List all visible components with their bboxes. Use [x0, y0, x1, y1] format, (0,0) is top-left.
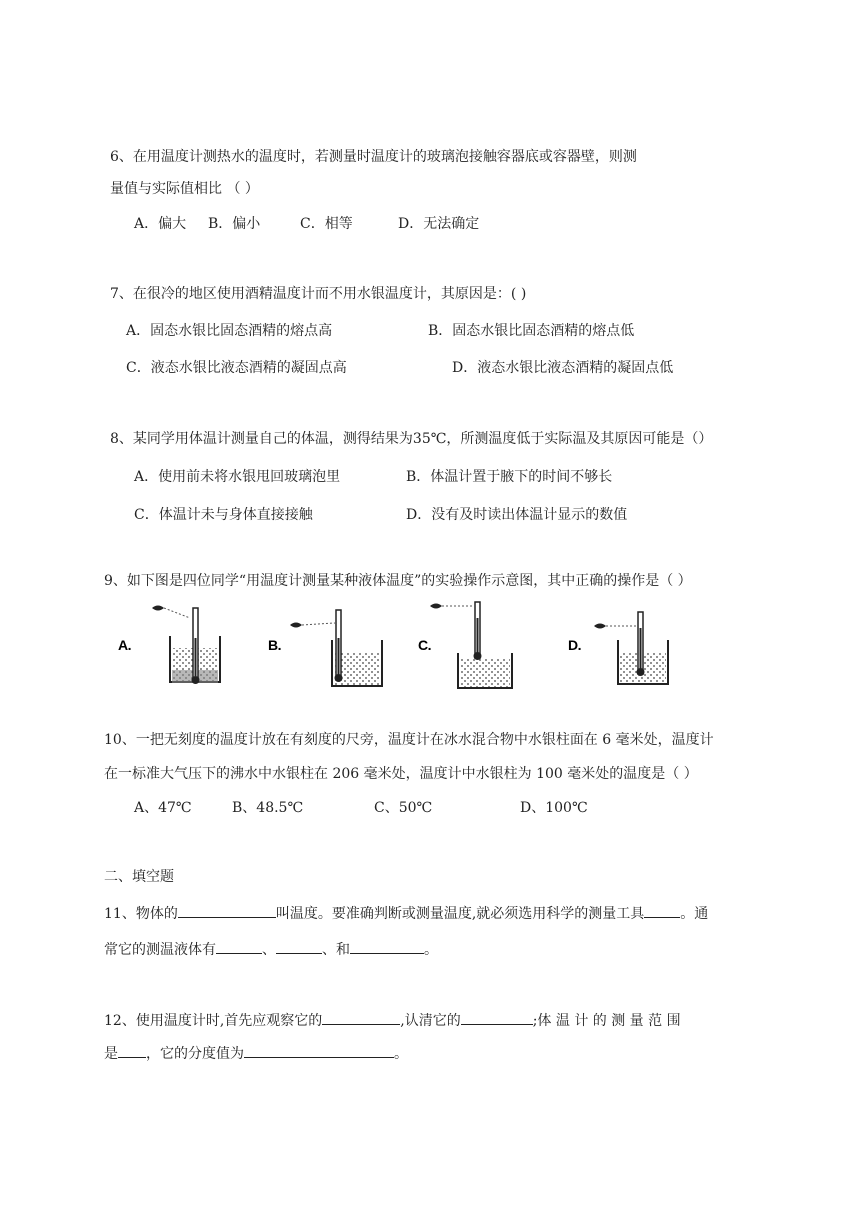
- q8-option-b: B．体温计置于腋下的时间不够长: [406, 469, 613, 485]
- q6-stem-line2: 量值与实际值相比 （ ）: [110, 181, 259, 197]
- figure-a-label: A.: [118, 637, 131, 653]
- figure-a: [118, 606, 220, 685]
- blank-field[interactable]: [350, 940, 424, 954]
- q11-text-2: 叫温度。要准确判断或测量温度,就必须选用科学的测量工具: [275, 906, 645, 922]
- eye-icon: [430, 604, 442, 609]
- q7-option-a: A．固态水银比固态酒精的熔点高: [126, 323, 333, 339]
- figure-c: [418, 602, 512, 688]
- eye-icon: [290, 623, 302, 628]
- q12-text-2: ,认清它的: [400, 1013, 461, 1029]
- q8-option-c: C．体温计未与身体直接接触: [134, 507, 313, 523]
- blank-field[interactable]: [322, 1011, 400, 1025]
- q6-option-c: C．相等: [300, 216, 353, 232]
- q11-line2: [104, 940, 438, 957]
- q8-stem: 8、某同学用体温计测量自己的体温，测得结果为35℃，所测温度低于实际温及其原因可能是（）: [110, 431, 713, 447]
- q7-option-b: B．固态水银比固态酒精的熔点低: [428, 323, 635, 339]
- section-heading: 二、填空题: [104, 869, 174, 885]
- q6-option-b: B．偏小: [208, 216, 261, 232]
- q10-option-d: D、100℃: [520, 800, 588, 816]
- blank-field[interactable]: [118, 1044, 146, 1058]
- figure-c-label: C.: [418, 637, 431, 653]
- q8-option-d: D．没有及时读出体温计显示的数值: [406, 507, 628, 523]
- figure-d-label: D.: [568, 637, 581, 653]
- q11-line1: [104, 904, 708, 921]
- q9-figure: [100, 598, 720, 693]
- q11-text-3: 。通: [680, 906, 709, 922]
- blank-field[interactable]: [276, 940, 322, 954]
- q12-line2: [104, 1044, 408, 1061]
- q10-option-a: A、47℃: [134, 800, 192, 816]
- figure-b-label: B.: [268, 637, 281, 653]
- blank-field[interactable]: [244, 1044, 394, 1058]
- blank-field[interactable]: [178, 904, 276, 918]
- q11-text-4: 常它的测温液体有: [104, 942, 216, 958]
- q7-option-d: D．液态水银比液态酒精的凝固点低: [452, 360, 674, 376]
- q6-stem-line1: 6、在用温度计测热水的温度时，若测量时温度计的玻璃泡接触容器底或容器壁，则测: [110, 149, 637, 165]
- q12-line1: [104, 1011, 681, 1028]
- q10-stem-line1: 10、一把无刻度的温度计放在有刻度的尺旁，温度计在冰水混合物中水银柱面在 6 毫米处，温度计: [104, 732, 714, 748]
- q10-stem-line2: 在一标准大气压下的沸水中水银柱在 206 毫米处，温度计中水银柱为 100 毫米处的温度是（ ）: [104, 766, 698, 782]
- blank-field[interactable]: [461, 1011, 533, 1025]
- q12-text-4: 是: [104, 1046, 118, 1062]
- blank-field[interactable]: [644, 904, 680, 918]
- q6-option-a: A．偏大: [134, 216, 187, 232]
- blank-field[interactable]: [216, 940, 262, 954]
- q6-option-d: D．无法确定: [398, 216, 480, 232]
- q11-text-7: 。: [424, 942, 438, 958]
- q9-stem: 9、如下图是四位同学“用温度计测量某种液体温度”的实验操作示意图，其中正确的操作是（ ）: [104, 573, 692, 589]
- q10-option-c: C、50℃: [374, 800, 433, 816]
- q7-option-c: C．液态水银比液态酒精的凝固点高: [126, 360, 347, 376]
- q12-text-5: ，它的分度值为: [146, 1046, 244, 1062]
- figure-d: [568, 612, 668, 684]
- q11-text-6: 、和: [322, 942, 350, 958]
- q10-option-b: B、48.5℃: [232, 800, 304, 816]
- q11-text-1: 11、物体的: [104, 906, 178, 922]
- eye-icon: [594, 624, 606, 629]
- q11-text-5: 、: [262, 942, 276, 958]
- q8-option-a: A．使用前未将水银甩回玻璃泡里: [134, 469, 341, 485]
- q12-text-3: ;体 温 计 的 测 量 范 围: [532, 1013, 681, 1029]
- figure-b: [268, 610, 382, 686]
- q7-stem: 7、在很冷的地区使用酒精温度计而不用水银温度计，其原因是：( ): [110, 286, 527, 302]
- eye-icon: [152, 606, 164, 611]
- q12-text-6: 。: [394, 1046, 408, 1062]
- q12-text-1: 12、使用温度计时,首先应观察它的: [104, 1013, 323, 1029]
